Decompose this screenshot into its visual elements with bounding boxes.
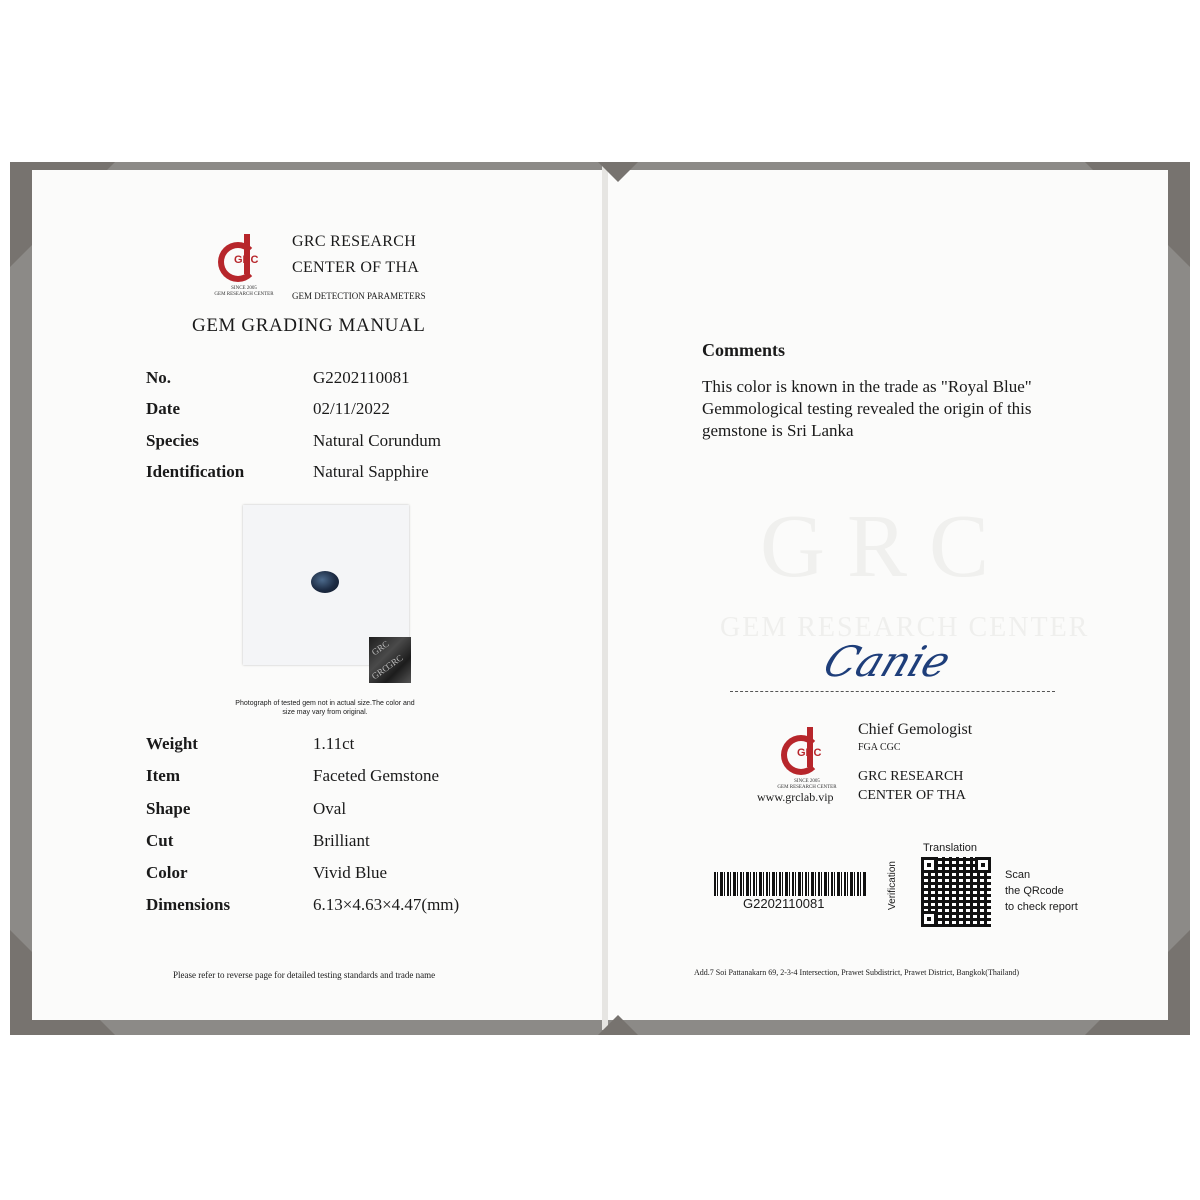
spine-corner-bottom [598,1015,638,1035]
address: Add.7 Soi Pattanakarn 69, 2-3-4 Intersection, Prawet Subdistrict, Prawet District, Bangkok(Thailand) [694,968,1020,977]
scan-line-2: the QRcode [1005,885,1064,897]
field-label-identification: Identification [146,462,245,481]
sapphire-gem-image [311,571,339,593]
org-name-line1-right: GRC RESEARCH [858,769,964,784]
field-label-species: Species [146,431,199,450]
grc-watermark: GRC [760,497,1012,596]
field-label-cut: Cut [146,831,174,850]
field-label-no: No. [146,368,172,387]
spine-corner-top [598,162,638,182]
field-value-color: Vivid Blue [313,863,388,882]
document-title: GEM GRADING MANUAL [192,315,426,336]
comment-line-1: This color is known in the trade as "Royal Blue" [702,377,1032,396]
field-value-dimensions: 6.13×4.63×4.47(mm) [313,895,460,914]
folder-spine [602,165,608,1030]
field-label-color: Color [146,863,188,882]
field-label-weight: Weight [146,734,198,753]
qr-code[interactable] [921,857,991,927]
scan-line-1: Scan [1005,869,1031,881]
comments-heading: Comments [702,340,785,360]
org-name-line1: GRC RESEARCH [292,233,417,250]
hologram-sticker: GRC GRC GRC [369,637,411,683]
field-label-item: Item [146,766,180,785]
barcode-number: G2202110081 [743,896,825,911]
signature-line [730,691,1055,692]
field-value-date: 02/11/2022 [313,399,390,418]
scan-line-3: to check report [1005,901,1078,913]
field-value-species: Natural Corundum [313,431,441,450]
grc-watermark-subtitle: GEM RESEARCH CENTER [720,612,1090,643]
signature: Canie [817,637,958,686]
field-value-identification: Natural Sapphire [313,462,429,481]
left-footer-note: Please refer to reverse page for detailed testing standards and trade name [173,970,436,980]
field-label-dimensions: Dimensions [146,895,231,914]
field-value-item: Faceted Gemstone [313,766,440,785]
org-subtitle: GEM DETECTION PARAMETERS [292,291,426,301]
field-value-shape: Oval [313,799,347,818]
signer-credentials: FGA CGC [858,742,901,753]
field-label-date: Date [146,399,180,418]
verification-label: Verification [886,861,898,910]
field-label-shape: Shape [146,799,191,818]
org-name-line2: CENTER OF THA [292,259,420,276]
field-value-no: G2202110081 [313,368,410,387]
photo-disclaimer: Photograph of tested gem not in actual size.The color and size may vary from original. [235,700,415,716]
report-barcode [714,872,866,896]
field-value-weight: 1.11ct [313,734,355,753]
comment-line-2: Gemmological testing revealed the origin of this [702,399,1032,418]
org-name-line2-right: CENTER OF THA [858,788,966,803]
signer-title: Chief Gemologist [858,721,973,738]
comment-line-3: gemstone is Sri Lanka [702,421,854,440]
translation-label: Translation [923,842,978,854]
field-value-cut: Brilliant [313,831,370,850]
website: www.grclab.vip [757,790,834,804]
